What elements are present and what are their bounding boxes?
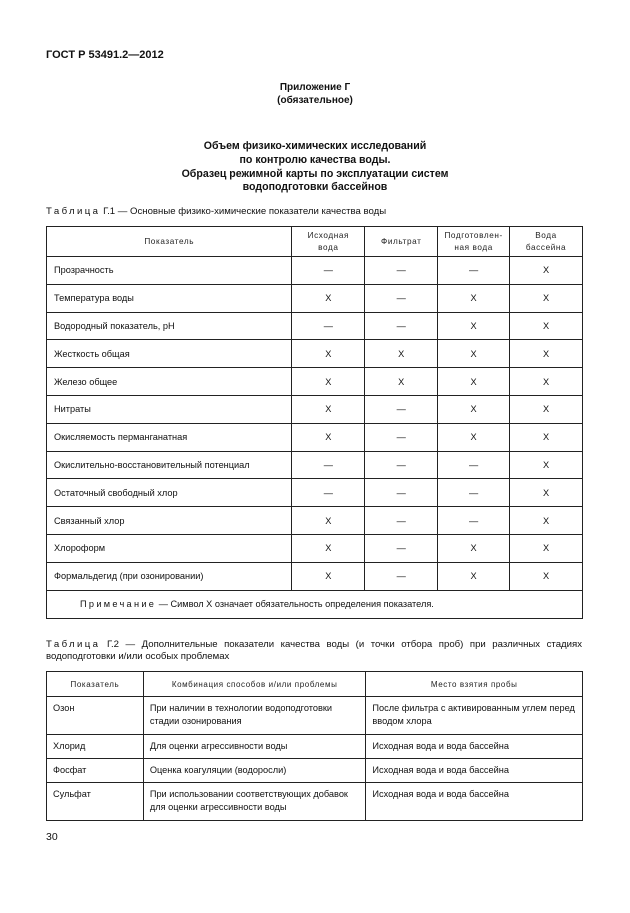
cell-filtrate: — (365, 451, 438, 479)
table-row (47, 507, 583, 535)
table-row (47, 340, 583, 368)
cell-prepared: — (438, 451, 510, 479)
header-pool-water (510, 227, 583, 257)
table1-header-row (47, 227, 583, 257)
table-row (47, 479, 583, 507)
table1-caption (46, 206, 386, 218)
cell-location: Исходная вода и вода бассейна (366, 783, 583, 821)
cell-prepared: X (438, 284, 510, 312)
cell-source: X (292, 395, 365, 423)
note-text: — Символ X означает обязательность определения показателя. (156, 599, 434, 610)
cell-location: После фильтра с активированным углем перед вводом хлора (366, 697, 583, 735)
cell-parameter: Хлорид (47, 735, 144, 759)
cell-combination: При наличии в технологии водоподготовки стадии озонирования (143, 697, 366, 735)
header-source-l2: вода (318, 242, 339, 252)
cell-prepared: X (438, 340, 510, 368)
table-row (47, 735, 583, 759)
cell-pool: X (510, 507, 583, 535)
cell-pool: X (510, 312, 583, 340)
cell-parameter: Хлороформ (47, 534, 292, 562)
note-label: Примечание (80, 599, 157, 610)
table-row (47, 423, 583, 451)
title-line-1: Объем физико-химических исследований (203, 140, 427, 152)
cell-parameter: Нитраты (47, 395, 292, 423)
cell-prepared: — (438, 479, 510, 507)
cell-filtrate: X (365, 340, 438, 368)
title-line-3: Образец режимной карты по эксплуатации систем (181, 168, 449, 180)
cell-filtrate: — (365, 257, 438, 285)
cell-prepared: X (438, 423, 510, 451)
cell-parameter: Сульфат (47, 783, 144, 821)
cell-filtrate: — (365, 423, 438, 451)
standard-code: ГОСТ Р 53491.2—2012 (46, 49, 164, 61)
cell-combination: Для оценки агрессивности воды (143, 735, 366, 759)
cell-parameter: Озон (47, 697, 144, 735)
cell-parameter: Формальдегид (при озонировании) (47, 562, 292, 590)
title-line-4: водоподготовки бассейнов (242, 181, 388, 193)
table1-caption-text: Г.1 — Основные физико-химические показатели качества воды (100, 206, 387, 217)
cell-parameter: Температура воды (47, 284, 292, 312)
cell-combination: Оценка коагуляции (водоросли) (143, 759, 366, 783)
header-prepared-water (438, 227, 510, 257)
cell-source: X (292, 562, 365, 590)
cell-parameter: Остаточный свободный хлор (47, 479, 292, 507)
cell-parameter: Прозрачность (47, 257, 292, 285)
cell-source: — (292, 312, 365, 340)
cell-source: X (292, 340, 365, 368)
table-row (47, 783, 583, 821)
table-row (47, 451, 583, 479)
cell-prepared: X (438, 368, 510, 396)
table-row (47, 257, 583, 285)
cell-pool: X (510, 284, 583, 312)
cell-pool: X (510, 340, 583, 368)
table-basic-indicators (46, 226, 583, 619)
cell-parameter: Железо общее (47, 368, 292, 396)
table-row (47, 562, 583, 590)
cell-prepared: X (438, 312, 510, 340)
table2-caption-label: Таблица (46, 639, 101, 650)
cell-source: X (292, 368, 365, 396)
cell-location: Исходная вода и вода бассейна (366, 735, 583, 759)
table1-caption-label: Таблица (46, 206, 101, 217)
header-prepared-l1: Подготовлен- (444, 230, 503, 240)
cell-filtrate: — (365, 562, 438, 590)
cell-filtrate: — (365, 284, 438, 312)
header-source-water (292, 227, 365, 257)
cell-prepared: X (438, 534, 510, 562)
cell-filtrate: — (365, 534, 438, 562)
cell-location: Исходная вода и вода бассейна (366, 759, 583, 783)
cell-pool: X (510, 395, 583, 423)
cell-source: X (292, 423, 365, 451)
cell-parameter: Жесткость общая (47, 340, 292, 368)
cell-source: — (292, 257, 365, 285)
cell-pool: X (510, 562, 583, 590)
cell-prepared: X (438, 395, 510, 423)
cell-pool: X (510, 423, 583, 451)
cell-filtrate: — (365, 395, 438, 423)
table-row (47, 395, 583, 423)
cell-source: — (292, 451, 365, 479)
table-row (47, 759, 583, 783)
cell-combination: При использовании соответствующих добавок для оценки агрессивности воды (143, 783, 366, 821)
appendix-status: (обязательное) (277, 95, 353, 106)
cell-prepared: X (438, 562, 510, 590)
header-prepared-l2: ная вода (454, 242, 493, 252)
table-row (47, 312, 583, 340)
cell-filtrate: — (365, 312, 438, 340)
cell-parameter: Окислительно-восстановительный потенциал (47, 451, 292, 479)
page-number: 30 (46, 831, 58, 843)
table1-note-row (47, 590, 583, 618)
table-row (47, 534, 583, 562)
cell-pool: X (510, 534, 583, 562)
cell-filtrate: — (365, 507, 438, 535)
cell-pool: X (510, 368, 583, 396)
cell-filtrate: X (365, 368, 438, 396)
table2-header-row (47, 672, 583, 697)
cell-prepared: — (438, 257, 510, 285)
title-line-2: по контролю качества воды. (239, 154, 391, 166)
table2-caption (46, 639, 582, 663)
cell-prepared: — (438, 507, 510, 535)
cell-pool: X (510, 479, 583, 507)
cell-source: X (292, 507, 365, 535)
cell-parameter: Окисляемость перманганатная (47, 423, 292, 451)
header-sampling-location: Место взятия пробы (366, 672, 583, 697)
header-parameter: Показатель (47, 227, 292, 257)
cell-pool: X (510, 451, 583, 479)
cell-filtrate: — (365, 479, 438, 507)
table-row (47, 697, 583, 735)
header-pool-l1: Вода (535, 230, 557, 240)
header-combination: Комбинация способов и/или проблемы (143, 672, 366, 697)
header-source-l1: Исходная (307, 230, 350, 240)
table1-note (47, 590, 583, 618)
cell-pool: X (510, 257, 583, 285)
cell-parameter: Связанный хлор (47, 507, 292, 535)
cell-parameter: Фосфат (47, 759, 144, 783)
table-additional-indicators (46, 671, 583, 821)
table-row (47, 368, 583, 396)
header-pool-l2: бассейна (525, 242, 567, 252)
header-parameter: Показатель (47, 672, 144, 697)
header-filtrate: Фильтрат (365, 227, 438, 257)
cell-source: X (292, 534, 365, 562)
table-row (47, 284, 583, 312)
appendix-label: Приложение Г (279, 82, 351, 93)
table2-caption-text: Г.2 — Дополнительные показатели качества воды (и точки отбора проб) при различных стадиях водоподготовки и/или особых проблемах (46, 639, 582, 662)
cell-source: X (292, 284, 365, 312)
cell-source: — (292, 479, 365, 507)
cell-parameter: Водородный показатель, pH (47, 312, 292, 340)
